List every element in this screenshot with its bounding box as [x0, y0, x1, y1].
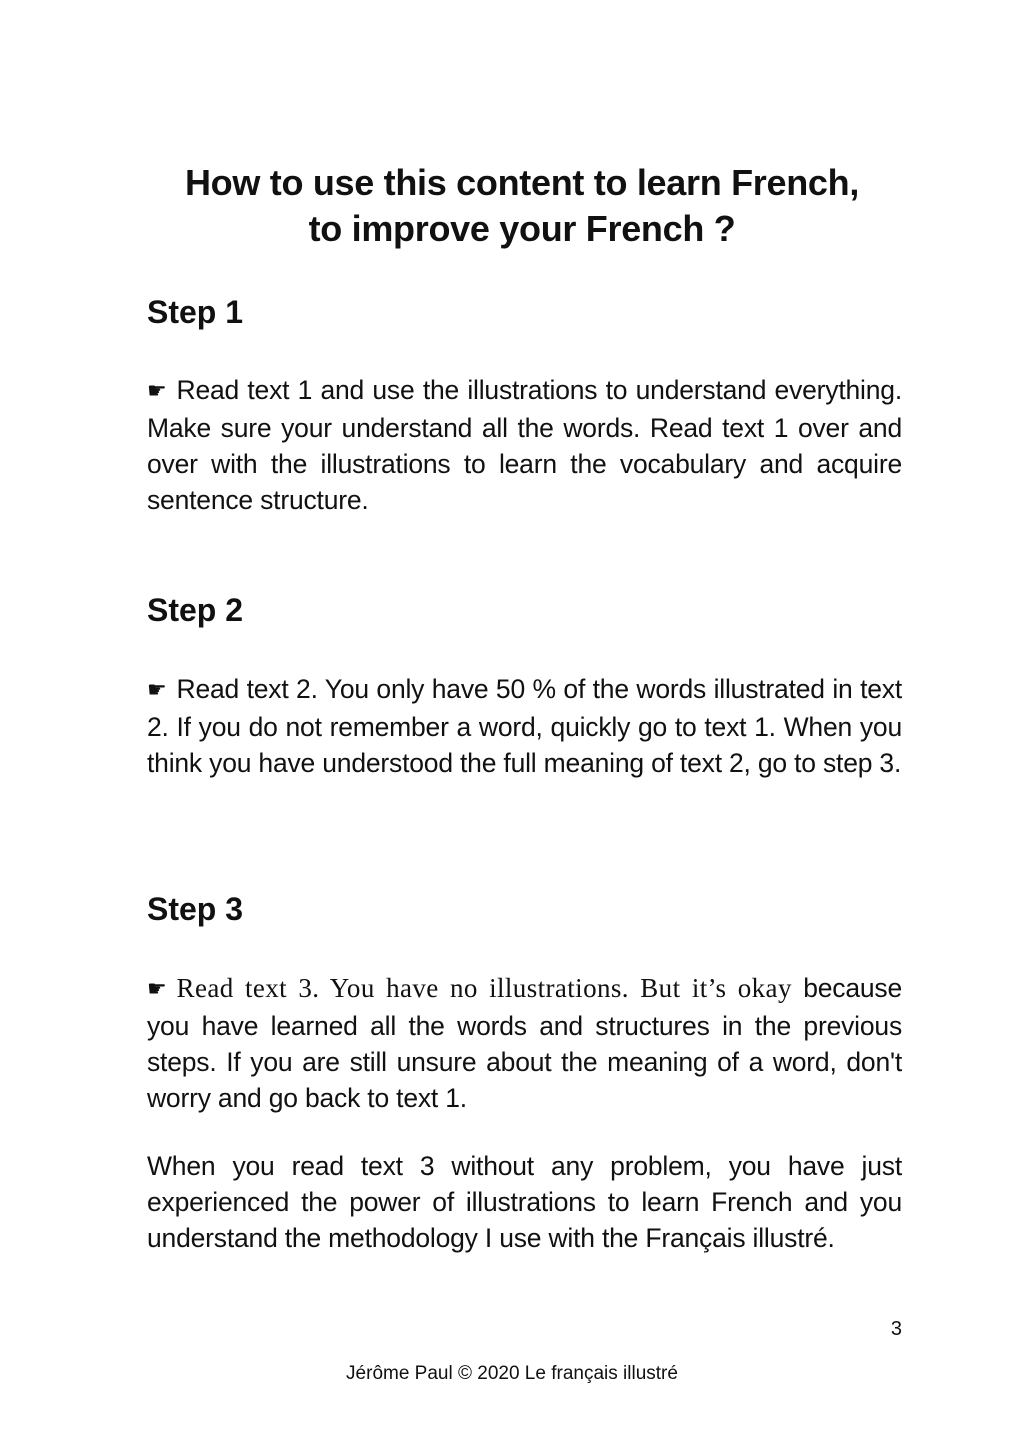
- step-3-paragraph: [147, 970, 902, 1116]
- step-3-heading: Step 3: [147, 891, 244, 927]
- footer-copyright: Jérôme Paul © 2020 Le français illustré: [346, 1363, 678, 1384]
- step-1-text: Read text 1 and use the illustrations to understand everything. Make sure your understand all the words. Read text 1 over and over with the illustrations to learn the vocabulary and acquire sentence structure.: [147, 375, 902, 515]
- pointing-hand-icon: ☛: [147, 379, 167, 404]
- conclusion-paragraph: When you read text 3 without any problem, you have just experienced the power of illustrations to learn French and you understand the methodology I use with the Français illustré.: [147, 1151, 902, 1253]
- page-title-line-2: to improve your French ?: [308, 208, 736, 249]
- step-2-heading: Step 2: [147, 592, 244, 628]
- step-1-heading: Step 1: [147, 294, 244, 330]
- step-2-paragraph: [147, 671, 902, 781]
- page-number: 3: [890, 1318, 902, 1340]
- step-3-lead-text: Read text 3. You have no illustrations. But it’s okay: [176, 973, 792, 1003]
- page-title: [120, 160, 924, 252]
- step-2-text: Read text 2. You only have 50 % of the words illustrated in text 2. If you do not remember a word, quickly go to text 1. When you think you have understood the full meaning of text 2, go to step 3.: [147, 674, 902, 778]
- page-title-line-1: How to use this content to learn French,: [184, 162, 860, 203]
- step-1-paragraph: [147, 372, 902, 518]
- step-3-text: because you have learned all the words and structures in the previous steps. If you are still unsure about the meaning of a word, don't worry and go back to text 1.: [147, 973, 902, 1113]
- pointing-hand-icon: ☛: [147, 977, 167, 1002]
- pointing-hand-icon: ☛: [147, 678, 167, 703]
